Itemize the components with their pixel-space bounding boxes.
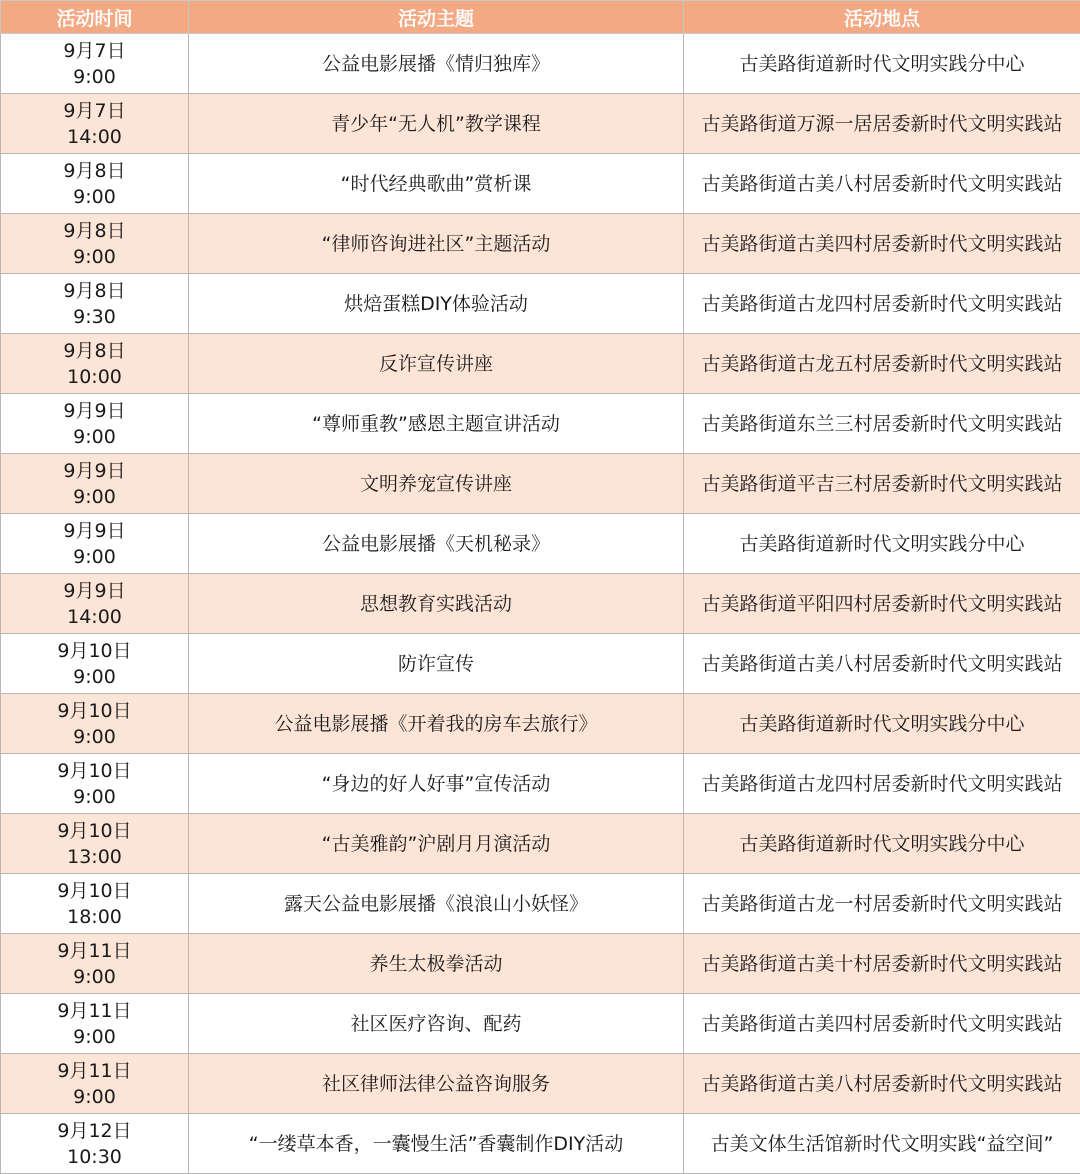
table-row <box>1 514 1080 574</box>
activity-location: 古美路街道新时代文明实践分中心 <box>684 34 1080 94</box>
activity-time: 9:00 <box>1 184 188 210</box>
activity-time: 10:30 <box>1 1144 188 1170</box>
activity-theme: 养生太极拳活动 <box>189 934 684 994</box>
time-cell <box>1 454 189 514</box>
table-row <box>1 214 1080 274</box>
activity-time: 13:00 <box>1 844 188 870</box>
activity-time: 18:00 <box>1 904 188 930</box>
activity-date: 9月8日 <box>1 338 188 364</box>
activity-date: 9月7日 <box>1 38 188 64</box>
activity-theme: 露天公益电影展播《浪浪山小妖怪》 <box>189 874 684 934</box>
activity-time: 9:00 <box>1 1084 188 1110</box>
activity-theme: 公益电影展播《天机秘录》 <box>189 514 684 574</box>
time-cell <box>1 334 189 394</box>
table-row <box>1 34 1080 94</box>
activity-theme: 思想教育实践活动 <box>189 574 684 634</box>
header-location: 活动地点 <box>684 1 1080 34</box>
table-row <box>1 454 1080 514</box>
activity-theme: 社区律师法律公益咨询服务 <box>189 1054 684 1114</box>
activity-date: 9月10日 <box>1 878 188 904</box>
activity-location: 古美路街道古美四村居委新时代文明实践站 <box>684 214 1080 274</box>
activity-date: 9月7日 <box>1 98 188 124</box>
activity-location: 古美路街道古龙四村居委新时代文明实践站 <box>684 754 1080 814</box>
activity-date: 9月11日 <box>1 938 188 964</box>
activity-time: 9:00 <box>1 244 188 270</box>
activity-location: 古美路街道万源一居居委新时代文明实践站 <box>684 94 1080 154</box>
activity-location: 古美路街道古美八村居委新时代文明实践站 <box>684 1054 1080 1114</box>
activity-theme: 社区医疗咨询、配药 <box>189 994 684 1054</box>
time-cell <box>1 1114 189 1174</box>
time-cell <box>1 214 189 274</box>
activity-location: 古美路街道东兰三村居委新时代文明实践站 <box>684 394 1080 454</box>
table-row <box>1 754 1080 814</box>
activity-theme: 防诈宣传 <box>189 634 684 694</box>
activity-location: 古美路街道新时代文明实践分中心 <box>684 694 1080 754</box>
activity-date: 9月10日 <box>1 698 188 724</box>
table-row <box>1 94 1080 154</box>
activity-theme: 公益电影展播《开着我的房车去旅行》 <box>189 694 684 754</box>
activity-theme: 文明养宠宣传讲座 <box>189 454 684 514</box>
table-row <box>1 814 1080 874</box>
time-cell <box>1 994 189 1054</box>
time-cell <box>1 274 189 334</box>
time-cell <box>1 634 189 694</box>
activity-theme: 烘焙蛋糕DIY体验活动 <box>189 274 684 334</box>
activity-theme: “身边的好人好事”宣传活动 <box>189 754 684 814</box>
activity-theme: 青少年“无人机”教学课程 <box>189 94 684 154</box>
activity-time: 14:00 <box>1 124 188 150</box>
activity-time: 14:00 <box>1 604 188 630</box>
time-cell <box>1 94 189 154</box>
activity-location: 古美路街道新时代文明实践分中心 <box>684 514 1080 574</box>
activity-theme: “律师咨询进社区”主题活动 <box>189 214 684 274</box>
activity-date: 9月8日 <box>1 278 188 304</box>
time-cell <box>1 814 189 874</box>
activity-theme: “一缕草本香，一囊慢生活”香囊制作DIY活动 <box>189 1114 684 1174</box>
header-theme: 活动主题 <box>189 1 684 34</box>
header-row <box>1 1 1080 34</box>
activity-time: 9:00 <box>1 64 188 90</box>
activity-location: 古美路街道古美八村居委新时代文明实践站 <box>684 154 1080 214</box>
activity-date: 9月10日 <box>1 638 188 664</box>
activity-location: 古美路街道古龙五村居委新时代文明实践站 <box>684 334 1080 394</box>
header-time: 活动时间 <box>1 1 189 34</box>
activity-date: 9月11日 <box>1 998 188 1024</box>
table-row <box>1 934 1080 994</box>
time-cell <box>1 514 189 574</box>
activity-date: 9月11日 <box>1 1058 188 1084</box>
time-cell <box>1 34 189 94</box>
time-cell <box>1 1054 189 1114</box>
activity-date: 9月9日 <box>1 518 188 544</box>
time-cell <box>1 934 189 994</box>
activity-theme: “时代经典歌曲”赏析课 <box>189 154 684 214</box>
table-row <box>1 274 1080 334</box>
table-row <box>1 874 1080 934</box>
time-cell <box>1 154 189 214</box>
time-cell <box>1 874 189 934</box>
activity-time: 9:00 <box>1 784 188 810</box>
activity-date: 9月9日 <box>1 398 188 424</box>
activity-theme: “古美雅韵”沪剧月月演活动 <box>189 814 684 874</box>
activity-date: 9月10日 <box>1 818 188 844</box>
table-row <box>1 994 1080 1054</box>
activity-date: 9月8日 <box>1 158 188 184</box>
activity-location: 古美路街道新时代文明实践分中心 <box>684 814 1080 874</box>
activity-time: 9:30 <box>1 304 188 330</box>
activity-time: 10:00 <box>1 364 188 390</box>
activity-date: 9月9日 <box>1 578 188 604</box>
table-row <box>1 574 1080 634</box>
time-cell <box>1 394 189 454</box>
activity-location: 古美路街道古龙一村居委新时代文明实践站 <box>684 874 1080 934</box>
activity-time: 9:00 <box>1 964 188 990</box>
time-cell <box>1 574 189 634</box>
table-row <box>1 634 1080 694</box>
activity-time: 9:00 <box>1 664 188 690</box>
activity-theme: 公益电影展播《情归独库》 <box>189 34 684 94</box>
table-row <box>1 394 1080 454</box>
activity-time: 9:00 <box>1 544 188 570</box>
table-body <box>1 34 1080 1174</box>
activity-date: 9月8日 <box>1 218 188 244</box>
activity-time: 9:00 <box>1 424 188 450</box>
table-row <box>1 1054 1080 1114</box>
table-header <box>1 1 1080 34</box>
activity-location: 古美文体生活馆新时代文明实践“益空间” <box>684 1114 1080 1174</box>
activity-date: 9月9日 <box>1 458 188 484</box>
table-row <box>1 154 1080 214</box>
activity-location: 古美路街道古美八村居委新时代文明实践站 <box>684 634 1080 694</box>
activity-date: 9月12日 <box>1 1118 188 1144</box>
activity-date: 9月10日 <box>1 758 188 784</box>
table-row <box>1 694 1080 754</box>
activity-theme: 反诈宣传讲座 <box>189 334 684 394</box>
activity-time: 9:00 <box>1 484 188 510</box>
activity-location: 古美路街道古龙四村居委新时代文明实践站 <box>684 274 1080 334</box>
activity-location: 古美路街道古美十村居委新时代文明实践站 <box>684 934 1080 994</box>
activity-location: 古美路街道古美四村居委新时代文明实践站 <box>684 994 1080 1054</box>
activity-time: 9:00 <box>1 724 188 750</box>
table-row <box>1 334 1080 394</box>
time-cell <box>1 754 189 814</box>
activity-time: 9:00 <box>1 1024 188 1050</box>
time-cell <box>1 694 189 754</box>
table-row <box>1 1114 1080 1174</box>
activity-location: 古美路街道平吉三村居委新时代文明实践站 <box>684 454 1080 514</box>
activity-location: 古美路街道平阳四村居委新时代文明实践站 <box>684 574 1080 634</box>
activity-theme: “尊师重教”感恩主题宣讲活动 <box>189 394 684 454</box>
